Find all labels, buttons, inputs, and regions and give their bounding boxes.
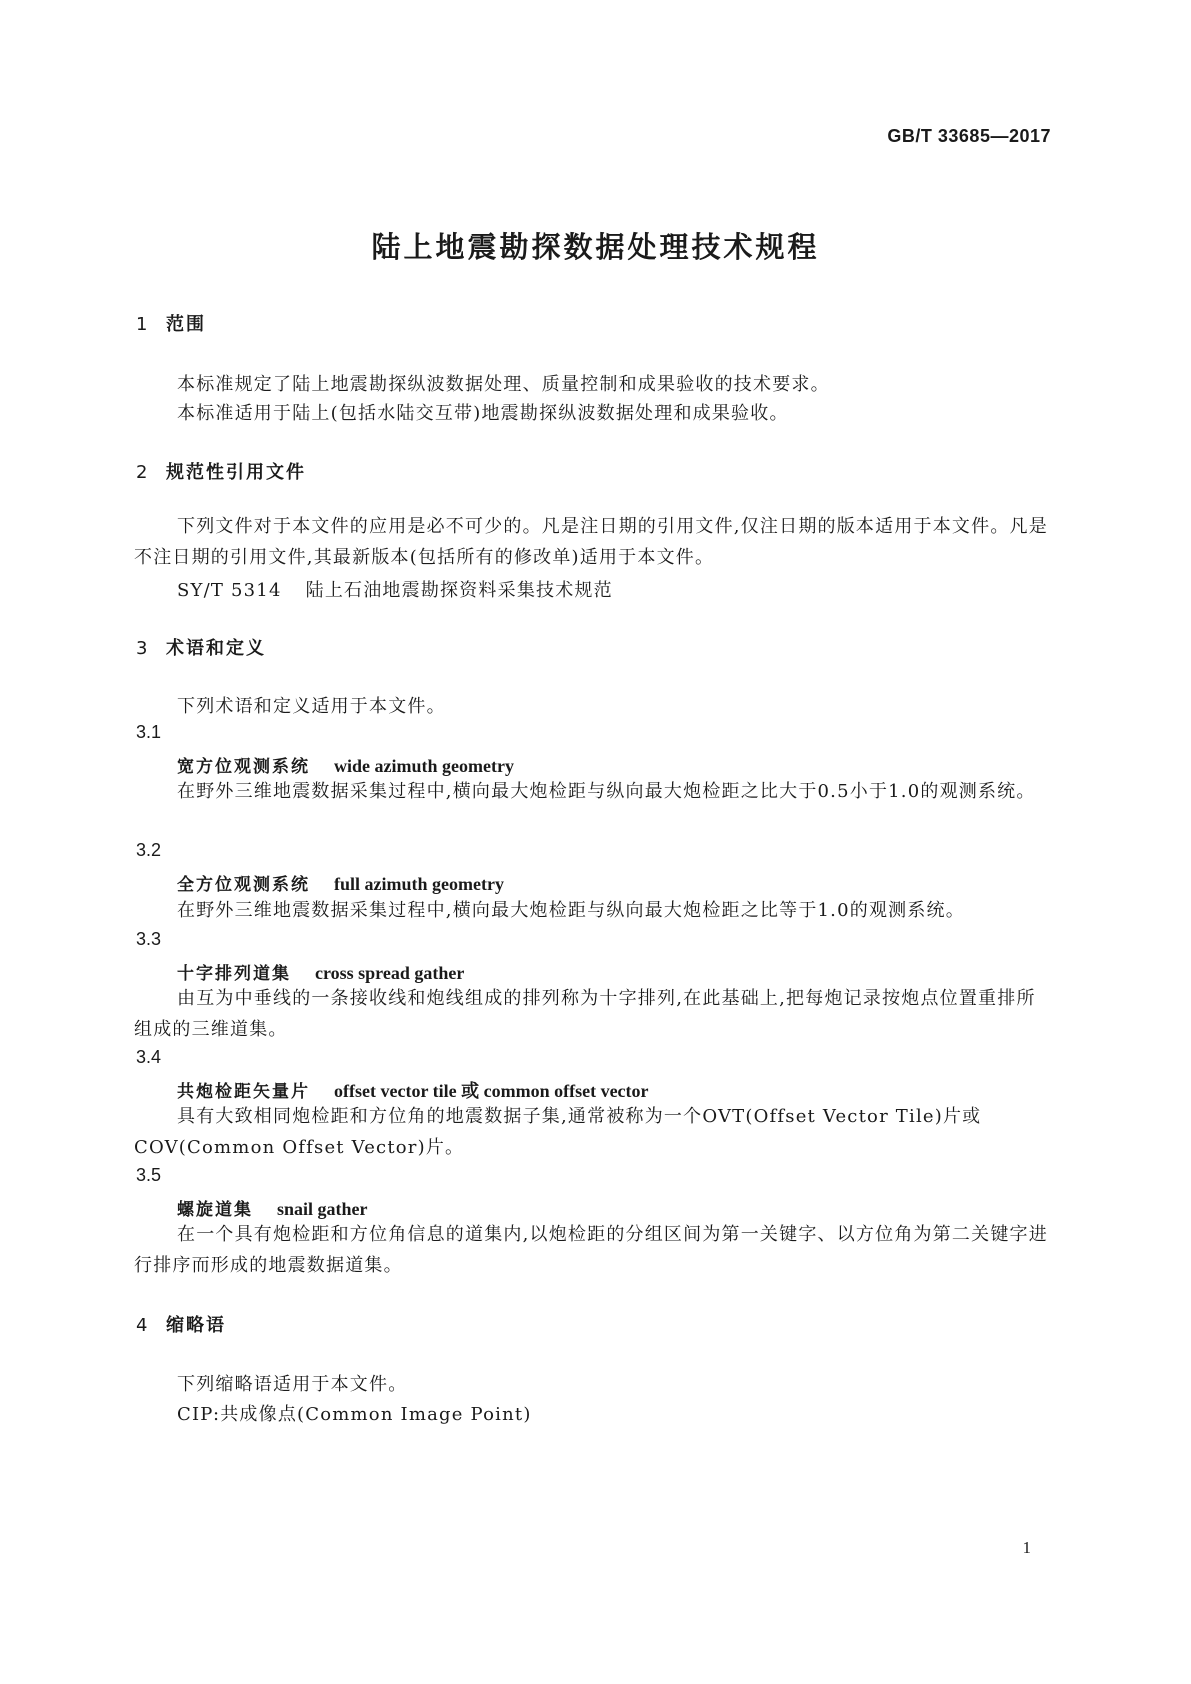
term-definition: 在野外三维地震数据采集过程中,横向最大炮检距与纵向最大炮检距之比大于0.5小于1.0的观测系统。 (177, 781, 1036, 802)
term-zh: 十字排列道集 (177, 964, 291, 984)
section-3-heading (136, 634, 266, 660)
section-1-heading (136, 310, 206, 336)
term-zh: 全方位观测系统 (177, 875, 310, 895)
term-number: 3.1 (136, 722, 162, 742)
standard-code: GB/T 33685—2017 (887, 126, 1051, 146)
term-zh: 共炮检距矢量片 (177, 1082, 310, 1102)
term-en: cross spread gather (315, 963, 465, 983)
section-2-heading (136, 458, 306, 484)
term-en: snail gather (277, 1199, 368, 1219)
page-number: 1 (1022, 1538, 1031, 1557)
term-heading (177, 870, 504, 895)
document-title: 陆上地震勘探数据处理技术规程 (371, 230, 820, 264)
term-zh: 宽方位观测系统 (177, 757, 310, 777)
term-heading (177, 1195, 368, 1220)
term-definition: 在野外三维地震数据采集过程中,横向最大炮检距与纵向最大炮检距之比等于1.0的观测系统。 (177, 900, 965, 921)
term-definition: 具有大致相同炮检距和方位角的地震数据子集,通常被称为一个OVT(Offset Vector Tile)片或COV(Common Offset Vector)片。 (134, 1106, 982, 1158)
term-number: 3.2 (136, 840, 162, 860)
section-title: 缩略语 (166, 1315, 226, 1336)
section-title: 规范性引用文件 (166, 462, 306, 483)
section-title: 术语和定义 (166, 638, 266, 659)
term-zh: 螺旋道集 (177, 1200, 253, 1220)
section-4-heading (136, 1311, 226, 1337)
section-3-intro: 下列术语和定义适用于本文件。 (177, 696, 446, 717)
section-1-para-1: 本标准规定了陆上地震勘探纵波数据处理、质量控制和成果验收的技术要求。 (177, 374, 830, 395)
term-en: wide azimuth geometry (334, 756, 514, 776)
section-title: 范围 (166, 314, 206, 335)
term-definition: 在一个具有炮检距和方位角信息的道集内,以炮检距的分组区间为第一关键字、以方位角为第二关键字进行排序而形成的地震数据道集。 (134, 1224, 1048, 1276)
reference-title: 陆上石油地震勘探资料采集技术规范 (305, 580, 613, 601)
term-heading (177, 752, 514, 777)
term-number: 3.3 (136, 929, 162, 949)
term-en: full azimuth geometry (334, 874, 504, 894)
section-2-para-1: 下列文件对于本文件的应用是必不可少的。凡是注日期的引用文件,仅注日期的版本适用于本文件。凡是不注日期的引用文件,其最新版本(包括所有的修改单)适用于本文件。 (134, 516, 1048, 568)
term-definition: 由互为中垂线的一条接收线和炮线组成的排列称为十字排列,在此基础上,把每炮记录按炮点位置重排所组成的三维道集。 (134, 988, 1036, 1040)
normative-reference (177, 576, 613, 602)
section-number: 2 (136, 462, 150, 483)
term-number: 3.5 (136, 1165, 162, 1185)
term-en: offset vector tile 或 common offset vector (334, 1081, 649, 1101)
term-number: 3.4 (136, 1047, 162, 1067)
section-4-intro: 下列缩略语适用于本文件。 (177, 1374, 408, 1395)
abbreviation-item: CIP:共成像点(Common Image Point) (177, 1404, 532, 1425)
reference-code: SY/T 5314 (177, 580, 282, 601)
section-number: 4 (136, 1315, 150, 1336)
section-1-para-2: 本标准适用于陆上(包括水陆交互带)地震勘探纵波数据处理和成果验收。 (177, 403, 789, 424)
section-number: 3 (136, 638, 150, 659)
term-heading (177, 1077, 649, 1103)
section-number: 1 (136, 314, 150, 335)
term-heading (177, 959, 464, 984)
